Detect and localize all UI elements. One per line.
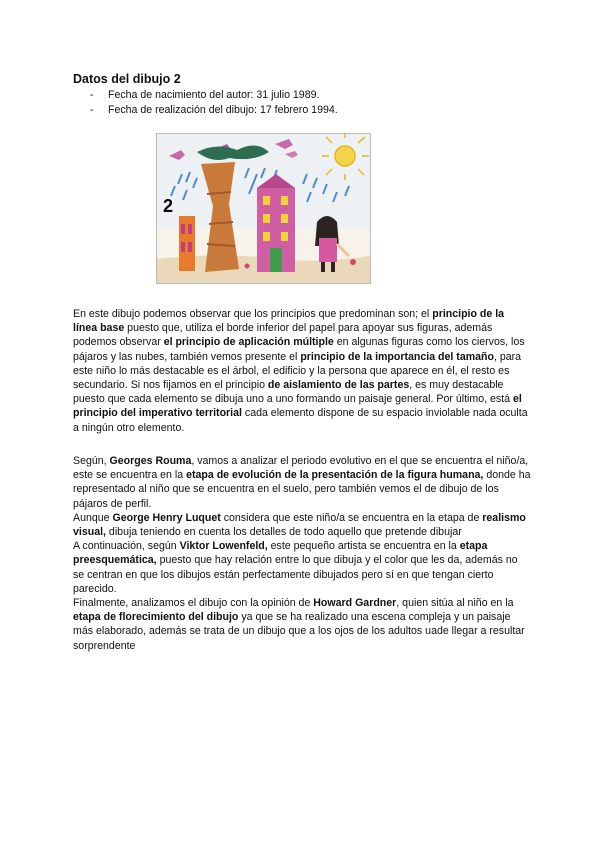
building-shape [257,174,295,272]
author-birth-date: - Fecha de nacimiento del autor: 31 julio 1989. [90,88,338,103]
child-drawing-image [156,133,371,284]
drawing-date: - Fecha de realización del dibujo: 17 febrero 1994. [90,103,338,118]
drawing-details-list [90,88,338,118]
drawing-number-label: 2 [163,196,174,216]
paragraph-principles: En este dibujo podemos observar que los principios que predominan son; el principio de la línea base puesto que, utiliza el borde inferior del papel para apoyar sus figuras, además podemos observar el principio de aplicación múltiple en algunas figuras como los ciervos, los pájaros y las nubes, también vemos presente el principio de la importancia del tamaño, para este niño lo más destacable es el árbol, el edificio y la persona que aparece en él, el resto es secundario. Si nos fijamos en el principio de aislamiento de las partes, es muy destacable puesto que cada elemento se dibuja uno a uno formando un paisaje general. Por último, está el principio del imperativo territorial cada elemento dispone de su espacio inviolable nada oculta a ningún otro elemento. [73,308,528,434]
analysis-principles-block [73,307,531,435]
section-title: Datos del dibujo 2 [73,72,181,86]
child-drawing-illustration [157,134,370,283]
paragraph-lowenfeld: A continuación, según Viktor Lowenfeld, este pequeño artista se encuentra en la etapa preesquemática, puesto que hay relación entre lo que dibuja y el color que les da, además no se centran en que los dibujos están perfectamente dibujados pero sí en que tengan cierto parecido. [73,540,518,595]
paragraph-gardner: Finalmente, analizamos el dibujo con la opinión de Howard Gardner, quien sitúa al niño en la etapa de florecimiento del dibujo ya que se ha realizado una escena compleja y un paisaje más elaborado, además se trata de un dibujo que a los ojos de los adultos uade llegar a resultar sorprendente [73,597,525,652]
paragraph-luquet: Aunque George Henry Luquet considera que este niño/a se encuentra en la etapa de realismo visual, dibuja teniendo en cuenta los detalles de todo aquello que pretende dibujar [73,511,526,539]
analysis-authors-block [73,454,531,653]
paragraph-rouma: Según, Georges Rouma, vamos a analizar el periodo evolutivo en el que se encuentra el niño/a, este se encuentra en la etapa de evolución de la presentación de la figura humana, donde ha representado al niño que se encuentra en el suelo, pero también vemos el de dibujo de los pájaros de perfil. [73,455,531,510]
